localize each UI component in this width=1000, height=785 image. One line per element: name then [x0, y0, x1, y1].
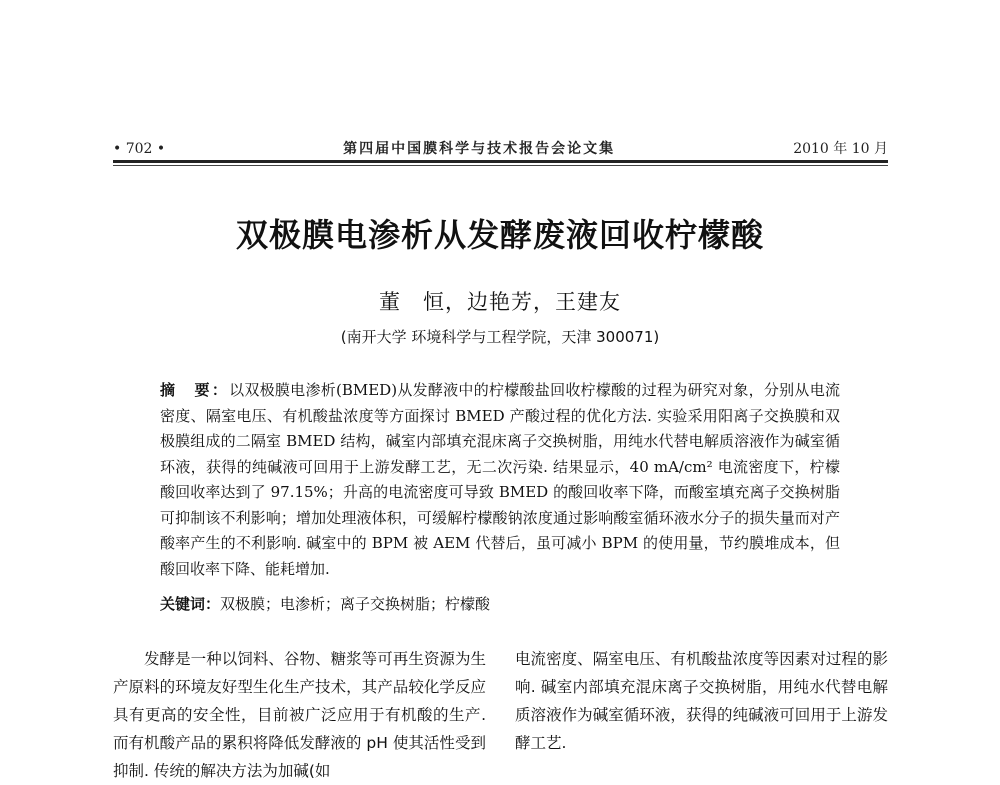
- running-header: [113, 140, 888, 158]
- abstract-text: 以双极膜电渗析(BMED)从发酵液中的柠檬酸盐回收柠檬酸的过程为研究对象，分别从电流密度、隔室电压、有机酸盐浓度等方面探讨 BMED 产酸过程的优化方法. 实验采用阳离子交换膜和双极膜组成的二隔室 BMED 结构，碱室内部填充混床离子交换树脂，用纯水代替电解质溶液作为碱室循环液，获得的纯碱液可回用于上游发酵工艺，无二次污染. 结果显示，40 mA/cm² 电流密度下，柠檬酸回收率达到了 97.15%；升高的电流密度可导致 BMED 的酸回收率下降，而酸室填充离子交换树脂可抑制该不利影响；增加处理液体积，可缓解柠檬酸钠浓度通过影响酸室循环液水分子的损失量而对产酸率产生的不利影响. 碱室中的 BPM 被 AEM 代替后，虽可减小 BPM 的使用量，节约膜堆成本，但酸回收率下降、能耗增加.: [160, 381, 840, 578]
- keywords-text: 双极膜；电渗析；离子交换树脂；柠檬酸: [220, 595, 491, 613]
- page-number: • 702 •: [113, 141, 166, 157]
- body-right-column: 电流密度、隔室电压、有机酸盐浓度等因素对过程的影响. 碱室内部填充混床离子交换树脂，用纯水代替电解质溶液作为碱室循环液，获得的纯碱液可回用于上游发酵工艺.: [515, 650, 888, 752]
- abstract-label: 摘 要：: [160, 381, 230, 399]
- abstract: [160, 378, 840, 582]
- paper-title: 双极膜电渗析从发酵废液回收柠檬酸: [235, 216, 764, 254]
- header-rule-thin: [113, 165, 888, 166]
- journal-title: 第四届中国膜科学与技术报告会论文集: [343, 141, 616, 157]
- body-left-column: 发酵是一种以饲料、谷物、糖浆等可再生资源为生产原料的环境友好型生化生产技术，其产品较化学反应具有更高的安全性，目前被广泛应用于有机酸的生产. 而有机酸产品的累积将降低发酵液的 pH 使其活性受到抑制. 传统的解决方法为加碱(如: [113, 650, 486, 780]
- paper-affiliation: (南开大学 环境科学与工程学院，天津 300071): [340, 328, 660, 346]
- publication-date: 2010 年 10 月: [793, 141, 888, 157]
- keywords: [160, 593, 840, 615]
- paper-authors: 董 恒，边艳芳，王建友: [379, 290, 621, 314]
- keywords-label: 关键词：: [160, 595, 221, 613]
- header-rule-thick: [113, 160, 888, 163]
